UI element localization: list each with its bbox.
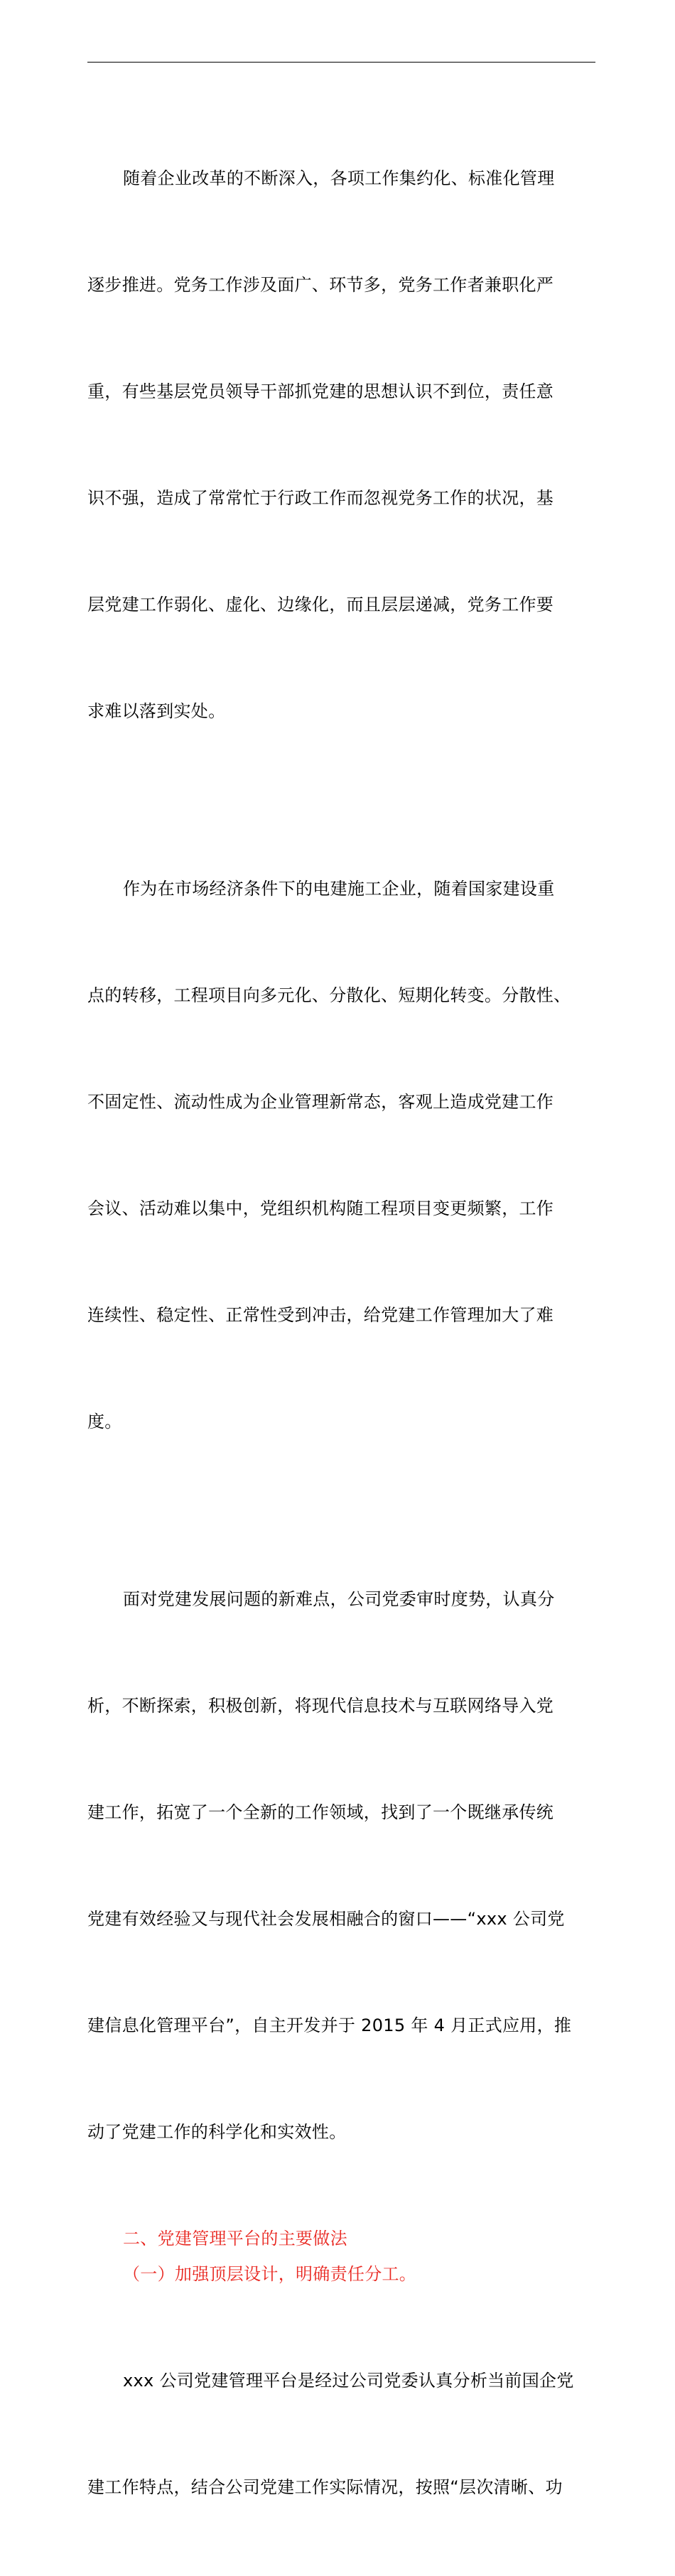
text-line: 重，有些基层党员领导干部抓党建的思想认识不到位，责任意 <box>87 381 554 401</box>
text-line: 会议、活动难以集中，党组织机构随工程项目变更频繁，工作 <box>87 1198 554 1218</box>
text-line: 度。 <box>87 1412 122 1432</box>
text-line: 随着企业改革的不断深入，各项工作集约化、标准化管理 <box>123 168 555 188</box>
text-line: 析，不断探索，积极创新，将现代信息技术与互联网络导入党 <box>87 1696 554 1716</box>
text-line: xxx 公司党建管理平台是经过公司党委认真分析当前国企党 <box>123 2371 574 2391</box>
text-line: 识不强，造成了常常忙于行政工作而忽视党务工作的状况，基 <box>87 488 554 508</box>
text-line: 党建有效经验又与现代社会发展相融合的窗口——“xxx 公司党 <box>87 1909 565 1929</box>
text-line: 逐步推进。党务工作涉及面广、环节多，党务工作者兼职化严 <box>87 275 554 295</box>
text-line: 动了党建工作的科学化和实效性。 <box>87 2122 347 2142</box>
paragraph-platform-introduction <box>87 1510 610 2221</box>
text-line: 建工作，拓宽了一个全新的工作领域，找到了一个既继承传统 <box>87 1802 554 1822</box>
text-line: 建工作特点，结合公司党建工作实际情况，按照“层次清晰、功 <box>87 2477 563 2497</box>
text-line: 连续性、稳定性、正常性受到冲击，给党建工作管理加大了难 <box>87 1305 554 1325</box>
paragraph-platform-design <box>87 2292 610 2576</box>
paragraph-construction-enterprise <box>87 800 610 1510</box>
text-line: 建信息化管理平台”，自主开发并于 2015 年 4 月正式应用，推 <box>87 2015 572 2035</box>
text-line: 点的转移，工程项目向多元化、分散化、短期化转变。分散性、 <box>87 985 571 1005</box>
text-line: 作为在市场经济条件下的电建施工企业，随着国家建设重 <box>123 879 555 899</box>
section-heading: 二、党建管理平台的主要做法 <box>123 2229 347 2248</box>
document-body <box>87 90 610 2576</box>
paragraph-reform-background <box>87 90 610 800</box>
subsection-heading: （一）加强顶层设计，明确责任分工。 <box>123 2264 417 2284</box>
text-line: 面对党建发展问题的新难点，公司党委审时度势，认真分 <box>123 1589 555 1609</box>
text-line: 不固定性、流动性成为企业管理新常态，客观上造成党建工作 <box>87 1092 554 1112</box>
text-line: 层党建工作弱化、虚化、边缘化，而且层层递减，党务工作要 <box>87 595 554 615</box>
text-line: 求难以落到实处。 <box>87 701 226 721</box>
header-rule <box>87 62 595 63</box>
